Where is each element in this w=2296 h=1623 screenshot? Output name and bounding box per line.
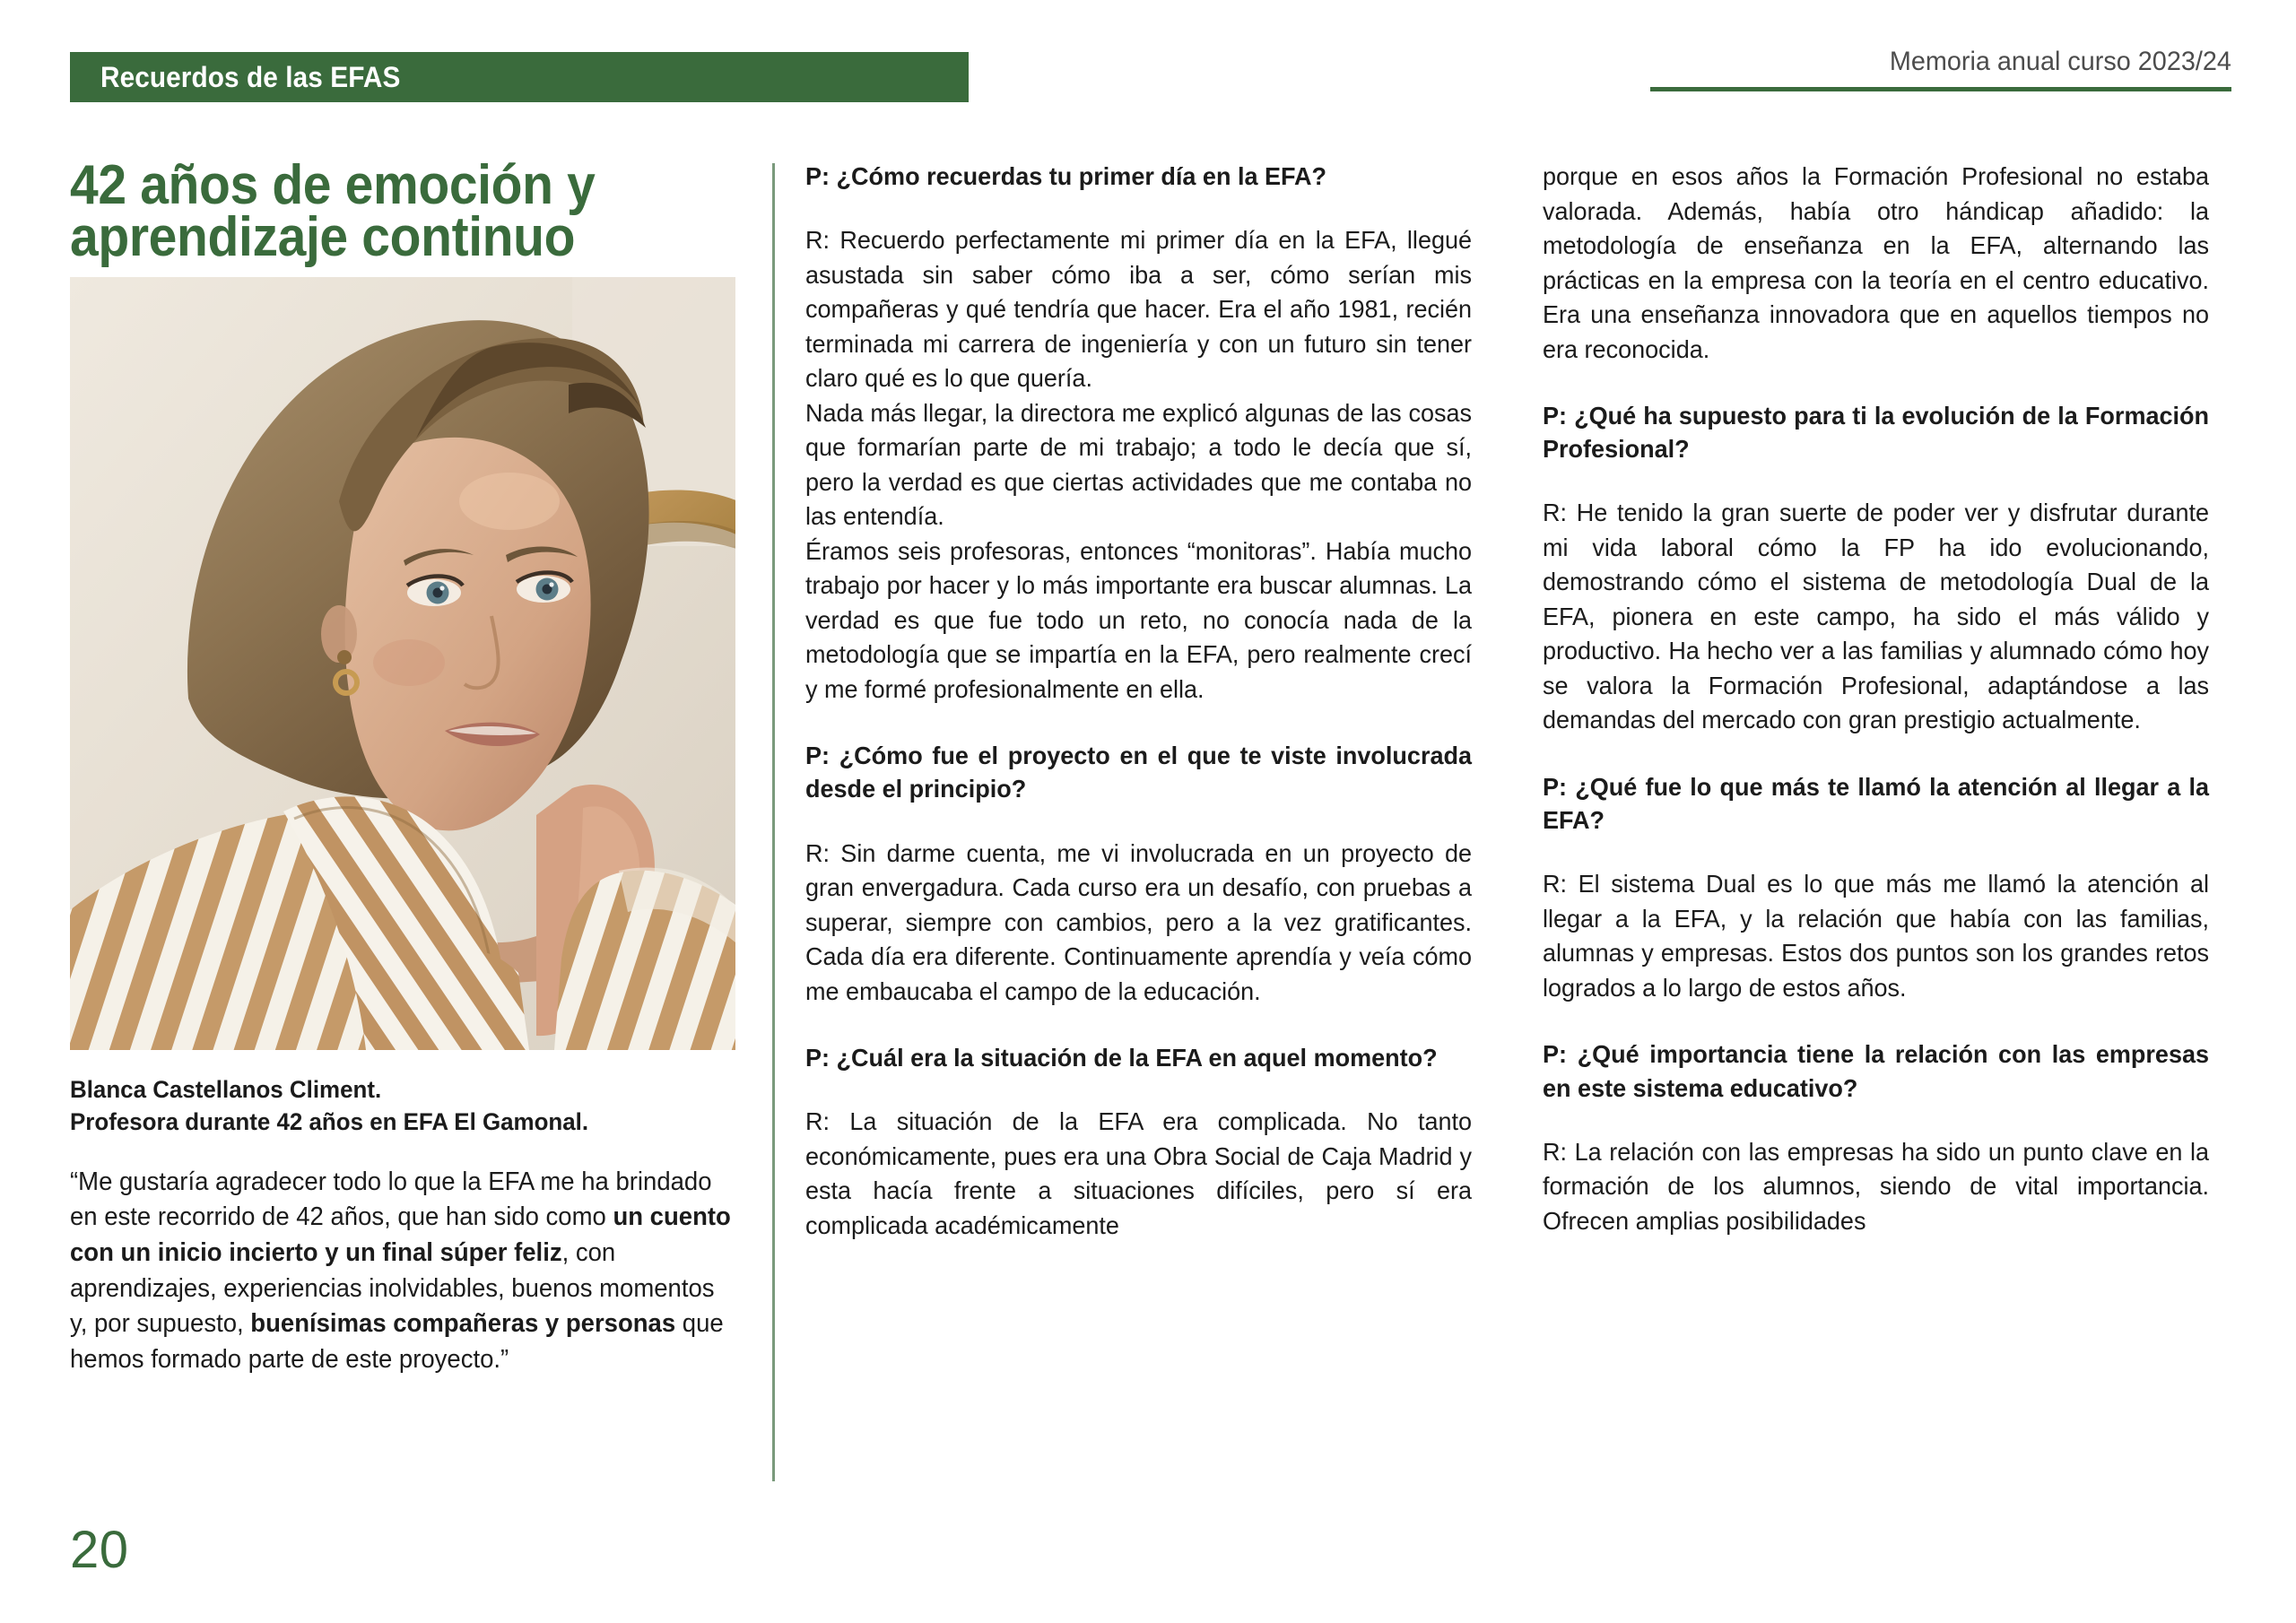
pull-quote [70,1165,736,1378]
interview-answer-paragraph: Nada más llegar, la directora me explicó algunas de las cosas que formarían parte de mi trabajo; a todo le decía que sí, pero la verdad es que ciertas actividades que me contaba no las entendía. [805,398,1473,531]
article-columns [70,154,2233,1478]
interview-question: P: ¿Cómo recuerdas tu primer día en la EFA? [805,162,1327,190]
spacer [1543,1105,2233,1135]
spacer [1543,367,2233,399]
interview-answer-paragraph: R: La relación con las empresas ha sido un punto clave en la formación de los alumnos, siendo de vital importancia. Ofrecen amplias posibilidades [1543,1137,2210,1235]
interview-answer-paragraph: R: Sin darme cuenta, me vi involucrada en un proyecto de gran envergadura. Cada curso era un desafío, con pruebas a superar, siempre con cambios, pero a la vez gratificantes. Cada día era diferente. Continuamente aprendía y veía cómo me embaucaba el campo de la educación. [805,838,1473,1005]
pull-quote-part-1: “Me gustaría agradecer todo lo que la EFA me ha brindado en este recorrido de 42 años, que han sido como [70,1167,712,1232]
interview-question: P: ¿Cuál era la situación de la EFA en aquel momento? [805,1044,1438,1072]
header-rule [1650,87,2231,91]
pull-quote-part-2: , con aprendizajes, experiencias inolvidables, buenos momentos y, por supuesto, [70,1238,715,1339]
spacer [805,806,1496,837]
publication-header [1650,47,2231,91]
spacer [1543,1005,2233,1037]
pull-quote-part-3: que hemos formado parte de este proyecto.” [70,1309,724,1374]
publication-header-label: Memoria anual curso 2023/24 [1889,47,2231,76]
spacer [805,193,1496,223]
section-header-label: Recuerdos de las EFAS [100,61,401,93]
interview-answer-paragraph: R: He tenido la gran suerte de poder ver y disfrutar durante mi vida laboral cómo la FP ha ido evolucionando, demostrando cómo el sistema de metodología Dual de la EFA, pionera en este campo, ha sido el más válido y productivo. Ha hecho ver a las familias y alumnado cómo hoy se valora la Formación Profesional, adaptándose a las demandas del mercado con gran prestigio actualmente. [1543,499,2210,734]
interview-question: P: ¿Qué importancia tiene la relación con las empresas en este sistema educativo? [1543,1040,2210,1102]
spacer [1543,465,2233,496]
portrait-photo [70,277,735,1050]
photo-caption [70,1073,733,1138]
page-title: 42 años de emoción y aprendizaje continuo [70,154,596,269]
interview-answer-paragraph: R: Recuerdo perfectamente mi primer día en la EFA, llegué asustada sin saber cómo iba a ser, cómo serían mis compañeras y qué tendría que hacer. Era el año 1981, recién terminada mi carrera de ingeniería y con un futuro sin tener claro qué es lo que quería. [805,226,1473,393]
column-divider [772,163,775,1481]
portrait-photo-image [70,277,735,1050]
section-header-band [70,52,969,102]
spacer [805,1009,1496,1041]
right-column [1543,160,2233,1238]
page-number: 20 [70,1521,129,1579]
interview-question: P: ¿Cómo fue el proyecto en el que te viste involucrada desde el principio? [805,742,1473,803]
interview-answer-paragraph: R: El sistema Dual es lo que más me llamó la atención al llegar a la EFA, y la relación que había con las familias, alumnas y empresas. Estos dos puntos son los grandes retos logrados a lo largo de estos años. [1543,870,2210,1002]
pull-quote-bold-2: buenísimas compañeras y personas [250,1309,676,1339]
photo-caption-name: Blanca Castellanos Climent. [70,1075,382,1103]
photo-caption-role: Profesora durante 42 años en EFA El Gamonal. [70,1107,589,1135]
spacer [805,707,1496,739]
interview-answer-paragraph: Éramos seis profesoras, entonces “monitoras”. Había mucho trabajo por hacer y lo más importante era buscar alumnas. La verdad es que fue todo un reto, no conocía nada de la metodología que se impartía en la EFA, pero realmente crecí y me formé profesionalmente en ella. [805,536,1473,703]
interview-answer-paragraph: R: La situación de la EFA era complicada. No tanto económicamente, pues era una Obra Social de Caja Madrid y esta hacía frente a situaciones difíciles, pero sí era complicada académicamente [805,1107,1473,1239]
left-column [70,154,761,1378]
interview-question: P: ¿Qué fue lo que más te llamó la atención al llegar a la EFA? [1543,772,2210,835]
spacer [805,1074,1496,1105]
spacer [1543,837,2233,867]
middle-column [805,160,1496,1243]
interview-answer-continued: porque en esos años la Formación Profesional no estaba valorada. Además, había otro hándicap añadido: la metodología de enseñanza en la EFA, alternando las prácticas en la empresa con la teoría en el centro educativo. Era una enseñanza innovadora que en aquellos tiempos no era reconocida. [1543,162,2210,363]
spacer [1543,738,2233,770]
pull-quote-bold-1: un cuento con un inicio incierto y un final súper feliz [70,1202,731,1268]
interview-question: P: ¿Qué ha supuesto para ti la evolución de la Formación Profesional? [1543,402,2210,464]
